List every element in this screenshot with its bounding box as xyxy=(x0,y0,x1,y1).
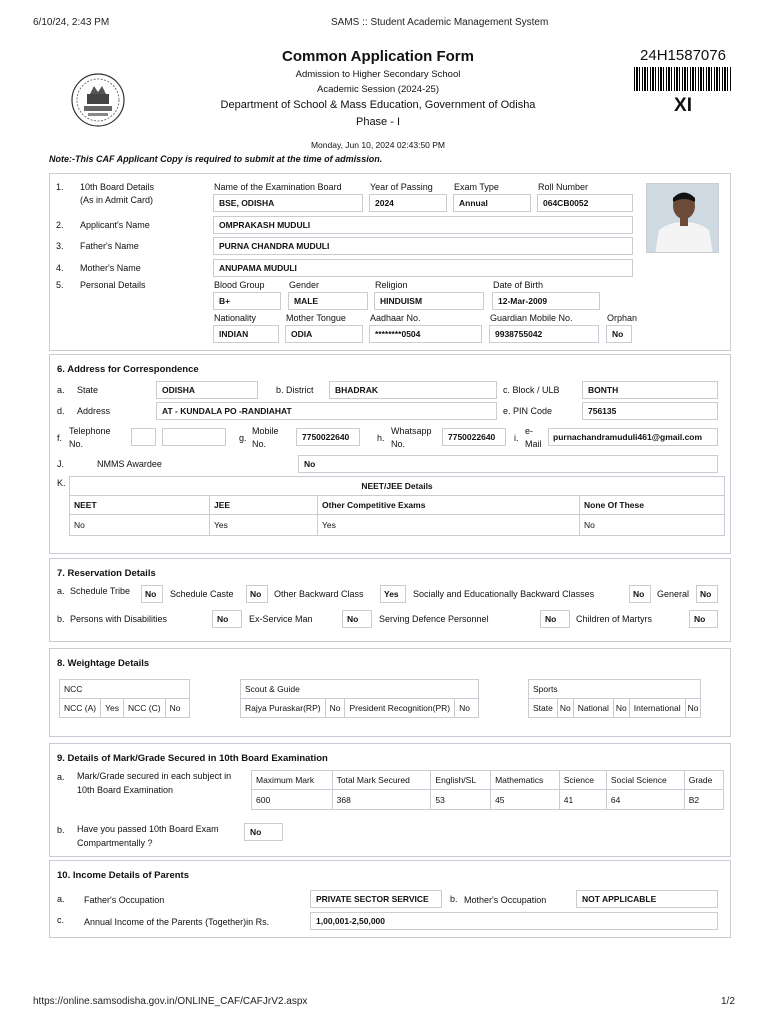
income-title: 10. Income Details of Parents xyxy=(57,870,189,881)
telephone-label: Telephone xyxy=(69,426,111,436)
compartment-label-2: Compartmentally ? xyxy=(77,838,153,848)
exs-label: Ex-Service Man xyxy=(249,614,313,624)
pwd-label: Persons with Disabilities xyxy=(70,614,168,624)
sdp-label: Serving Defence Personnel xyxy=(379,614,489,624)
dob-field: 12-Mar-2009 xyxy=(492,292,600,310)
whatsapp-field: 7750022640 xyxy=(442,428,506,446)
pr-value: No xyxy=(455,699,479,718)
pin-label: e. PIN Code xyxy=(503,406,553,416)
science-value: 41 xyxy=(559,790,606,810)
row-letter: b. xyxy=(57,825,65,835)
other-exams-value: Yes xyxy=(318,515,580,536)
whatsapp-label: Whatsapp xyxy=(391,426,432,436)
telephone-label-2: No. xyxy=(69,439,84,449)
ncc-c-value: No xyxy=(165,699,189,718)
sports-international-label: International xyxy=(629,699,685,718)
gender-header: Gender xyxy=(289,280,320,290)
english-header: English/SL xyxy=(431,771,491,790)
state-label: State xyxy=(77,385,99,395)
row-letter: b. xyxy=(450,894,458,904)
mobile-label: Mobile xyxy=(252,426,279,436)
row-letter: d. xyxy=(57,406,65,416)
max-mark-value: 600 xyxy=(252,790,333,810)
compartment-field: No xyxy=(244,823,283,841)
header-line3: Department of School & Mass Education, Government of Odisha xyxy=(220,99,536,111)
obc-field: Yes xyxy=(380,585,406,603)
social-science-header: Social Science xyxy=(606,771,684,790)
sports-national-label: National xyxy=(573,699,613,718)
row-number: 1. xyxy=(56,182,64,192)
sports-table xyxy=(528,679,701,718)
jee-value: Yes xyxy=(210,515,318,536)
telephone-std-field xyxy=(131,428,156,446)
blood-header: Blood Group xyxy=(214,280,265,290)
row-letter: a. xyxy=(57,894,65,904)
jee-header: JEE xyxy=(210,496,318,515)
mobile-field: 7750022640 xyxy=(296,428,360,446)
print-page: 1/2 xyxy=(721,996,735,1007)
marks-table xyxy=(251,770,724,810)
row-letter: f. xyxy=(57,433,63,443)
email-label-2: Mail xyxy=(525,439,542,449)
pin-field: 756135 xyxy=(582,402,718,420)
sdp-field: No xyxy=(540,610,570,628)
board-details-sublabel: (As in Admit Card) xyxy=(80,195,154,205)
ncc-a-value: Yes xyxy=(101,699,124,718)
address-title: 6. Address for Correspondence xyxy=(57,364,199,375)
sc-label: Schedule Caste xyxy=(170,589,234,599)
address-field: AT - KUNDALA PO -RANDIAHAT xyxy=(156,402,497,420)
marks-title: 9. Details of Mark/Grade Secured in 10th Board Examination xyxy=(57,753,328,764)
marks-label: Mark/Grade secured in each subject in xyxy=(77,771,232,781)
row-letter: h. xyxy=(377,433,385,443)
mother-field: ANUPAMA MUDULI xyxy=(213,259,633,277)
roll-header: Roll Number xyxy=(538,182,589,192)
applicant-label: Applicant's Name xyxy=(80,220,150,230)
year-field: 2024 xyxy=(369,194,447,212)
com-label: Children of Martyrs xyxy=(576,614,653,624)
general-field: No xyxy=(696,585,718,603)
father-occupation-label: Father's Occupation xyxy=(84,895,165,905)
row-letter: J. xyxy=(57,459,65,469)
header-line1: Admission to Higher Secondary School xyxy=(295,69,461,80)
print-title: SAMS :: Student Academic Management System xyxy=(331,17,549,28)
note-text: Note:-This CAF Applicant Copy is required to submit at the time of admission. xyxy=(49,154,383,164)
st-field: No xyxy=(141,585,163,603)
district-label: b. District xyxy=(276,385,314,395)
rp-label: Rajya Puraskar(RP) xyxy=(241,699,326,718)
aadhaar-field: ********0504 xyxy=(369,325,482,343)
district-field: BHADRAK xyxy=(329,381,497,399)
row-letter: K. xyxy=(57,478,66,488)
row-letter: a. xyxy=(57,586,65,596)
exam-type-header: Exam Type xyxy=(454,182,499,192)
form-title: Common Application Form xyxy=(282,48,474,65)
applicant-field: OMPRAKASH MUDULI xyxy=(213,216,633,234)
header-line4: Phase - I xyxy=(355,116,401,128)
board-header: Name of the Examination Board xyxy=(214,182,342,192)
general-label: General xyxy=(657,589,690,599)
total-mark-value: 368 xyxy=(332,790,431,810)
board-details-label: 10th Board Details xyxy=(80,182,155,192)
mother-occupation-field: NOT APPLICABLE xyxy=(576,890,718,908)
tongue-field: ODIA xyxy=(285,325,363,343)
barcode-image xyxy=(634,67,732,91)
mathematics-header: Mathematics xyxy=(491,771,560,790)
total-mark-header: Total Mark Secured xyxy=(332,771,431,790)
nationality-header: Nationality xyxy=(214,313,257,323)
row-letter: b. xyxy=(57,614,65,624)
block-field: BONTH xyxy=(582,381,718,399)
exam-type-field: Annual xyxy=(453,194,531,212)
sc-field: No xyxy=(246,585,268,603)
father-field: PURNA CHANDRA MUDULI xyxy=(213,237,633,255)
mother-occupation-label: Mother's Occupation xyxy=(464,895,547,905)
row-letter: a. xyxy=(57,772,65,782)
nmms-field: No xyxy=(298,455,718,473)
printed-on: Monday, Jun 10, 2024 02:43:50 PM xyxy=(310,140,446,150)
print-datetime: 6/10/24, 2:43 PM xyxy=(33,17,110,28)
row-letter: g. xyxy=(239,433,247,443)
sebc-label: Socially and Educationally Backward Classes xyxy=(413,589,595,599)
weightage-title: 8. Weightage Details xyxy=(57,658,150,669)
block-label: c. Block / ULB xyxy=(503,385,560,395)
orphan-header: Orphan xyxy=(607,313,638,323)
reservation-title: 7. Reservation Details xyxy=(57,568,156,579)
exs-field: No xyxy=(342,610,372,628)
row-number: 2. xyxy=(56,220,64,230)
pr-label: President Recognition(PR) xyxy=(345,699,455,718)
government-emblem xyxy=(70,72,126,128)
orphan-field: No xyxy=(606,325,632,343)
scout-table xyxy=(240,679,479,718)
blood-field: B+ xyxy=(213,292,281,310)
mobile-label-2: No. xyxy=(252,439,267,449)
father-label: Father's Name xyxy=(80,241,139,251)
neet-jee-title: NEET/JEE Details xyxy=(70,477,725,496)
religion-field: HINDUISM xyxy=(374,292,484,310)
sports-international-value: No xyxy=(685,699,701,718)
nationality-field: INDIAN xyxy=(213,325,279,343)
sports-state-label: State xyxy=(529,699,558,718)
annual-income-field: 1,00,001-2,50,000 xyxy=(310,912,718,930)
sports-header: Sports xyxy=(529,680,701,699)
com-field: No xyxy=(689,610,718,628)
pwd-field: No xyxy=(212,610,242,628)
max-mark-header: Maximum Mark xyxy=(252,771,333,790)
grade-header: Grade xyxy=(684,771,723,790)
rp-value: No xyxy=(325,699,345,718)
none-header: None Of These xyxy=(580,496,725,515)
neet-jee-table xyxy=(69,476,725,536)
sebc-field: No xyxy=(629,585,651,603)
marks-label-2: 10th Board Examination xyxy=(77,785,174,795)
social-science-value: 64 xyxy=(606,790,684,810)
sports-national-value: No xyxy=(613,699,629,718)
roll-field: 064CB0052 xyxy=(537,194,633,212)
st-label: Schedule Tribe xyxy=(70,586,131,596)
mathematics-value: 45 xyxy=(491,790,560,810)
compartment-label: Have you passed 10th Board Exam xyxy=(77,824,219,834)
board-field: BSE, ODISHA xyxy=(213,194,363,212)
year-header: Year of Passing xyxy=(370,182,433,192)
dob-header: Date of Birth xyxy=(493,280,544,290)
tongue-header: Mother Tongue xyxy=(286,313,346,323)
header-line2: Academic Session (2024-25) xyxy=(317,84,439,95)
email-field: purnachandramuduli461@gmail.com xyxy=(548,428,718,446)
ncc-table xyxy=(59,679,190,718)
print-url: https://online.samsodisha.gov.in/ONLINE_CAF/CAFJrV2.aspx xyxy=(33,996,308,1007)
row-letter: c. xyxy=(57,915,65,925)
row-letter: a. xyxy=(57,385,65,395)
row-number: 5. xyxy=(56,280,64,290)
row-number: 3. xyxy=(56,241,64,251)
neet-value: No xyxy=(70,515,210,536)
english-value: 53 xyxy=(431,790,491,810)
scout-header: Scout & Guide xyxy=(241,680,479,699)
guardian-mobile-header: Guardian Mobile No. xyxy=(490,313,573,323)
personal-details-label: Personal Details xyxy=(80,280,146,290)
gender-field: MALE xyxy=(288,292,368,310)
row-letter: i. xyxy=(514,433,519,443)
state-field: ODISHA xyxy=(156,381,258,399)
row-number: 4. xyxy=(56,263,64,273)
telephone-number-field xyxy=(162,428,226,446)
guardian-mobile-field: 9938755042 xyxy=(489,325,599,343)
application-number: 24H1587076 xyxy=(640,47,726,64)
neet-header: NEET xyxy=(70,496,210,515)
father-occupation-field: PRIVATE SECTOR SERVICE xyxy=(310,890,442,908)
ncc-a-label: NCC (A) xyxy=(60,699,101,718)
mother-label: Mother's Name xyxy=(80,263,141,273)
class-label: XI xyxy=(674,95,692,116)
other-exams-header: Other Competitive Exams xyxy=(318,496,580,515)
none-value: No xyxy=(580,515,725,536)
grade-value: B2 xyxy=(684,790,723,810)
ncc-header: NCC xyxy=(60,680,190,699)
obc-label: Other Backward Class xyxy=(274,589,364,599)
annual-income-label: Annual Income of the Parents (Together)in Rs. xyxy=(84,917,270,927)
nmms-label: NMMS Awardee xyxy=(97,459,162,469)
science-header: Science xyxy=(559,771,606,790)
applicant-photo xyxy=(646,183,719,253)
aadhaar-header: Aadhaar No. xyxy=(370,313,421,323)
religion-header: Religion xyxy=(375,280,408,290)
address-label: Address xyxy=(77,406,111,416)
email-label: e- xyxy=(525,426,534,436)
ncc-c-label: NCC (C) xyxy=(123,699,165,718)
sports-state-value: No xyxy=(557,699,573,718)
whatsapp-label-2: No. xyxy=(391,439,406,449)
